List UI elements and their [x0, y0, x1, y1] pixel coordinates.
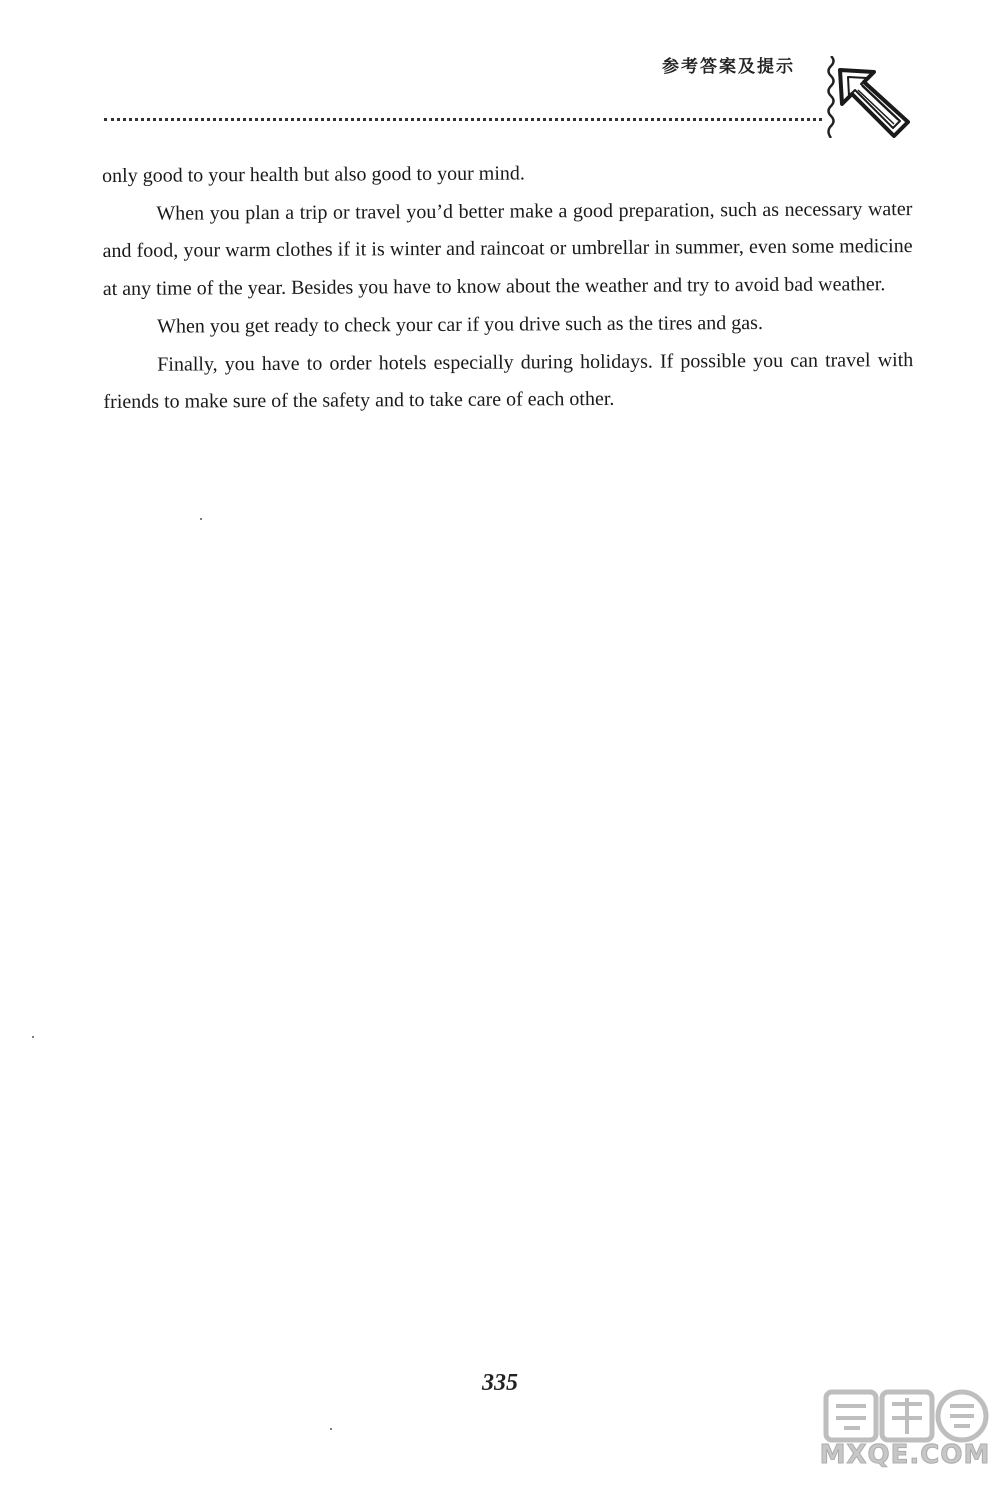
- scan-speck: [32, 1036, 34, 1038]
- watermark-url: MXQE.COM: [819, 1440, 991, 1470]
- page-number: 335: [482, 1370, 518, 1396]
- header-dotted-rule: [104, 118, 822, 121]
- watermark-logo-icon: [822, 1388, 992, 1444]
- paragraph: Finally, you have to order hotels especially during holidays. If possible you can travel with friends to make sure of the safety and to take care of each other.: [103, 348, 914, 414]
- scan-speck: [330, 1428, 332, 1430]
- scan-speck: [200, 518, 202, 520]
- answer-text: [102, 153, 914, 422]
- watermark: [812, 1388, 998, 1484]
- paragraph: When you get ready to check your car if you drive such as the tires and gas.: [156, 311, 763, 338]
- header-title: 参考答案及提示: [662, 57, 795, 77]
- arrow-up-left-icon: [836, 64, 912, 140]
- paragraph: When you plan a trip or travel you’d better make a good preparation, such as necessary water and food, your warm clothes if it is winter and raincoat or umbrellar in summer, even some medicine at any time of the year. Besides you have to know about the weather and try to avoid bad weather.: [102, 197, 913, 301]
- paragraph: only good to your health but also good to your mind.: [102, 162, 525, 187]
